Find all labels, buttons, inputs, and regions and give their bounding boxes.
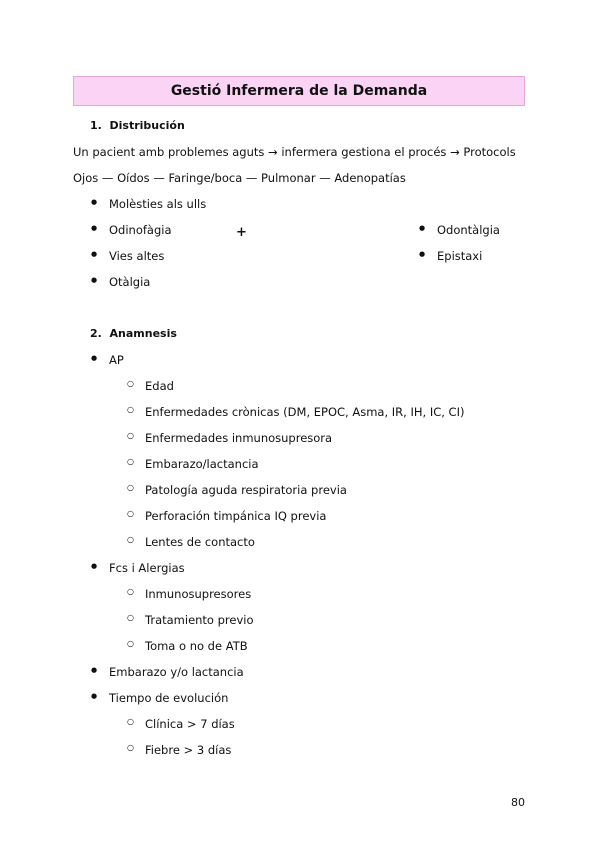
list-item: ● Odontàlgia <box>437 223 500 237</box>
section-2-heading <box>90 327 177 340</box>
list-item-embarazo: ● Embarazo y/o lactancia <box>109 665 244 679</box>
page-title <box>73 76 525 106</box>
sub-item: ○ Fiebre > 3 días <box>145 743 231 757</box>
list-item: ● Molèsties als ulls <box>109 197 206 211</box>
section-1-categories: Ojos — Oídos — Faringe/boca — Pulmonar — Adenopatías <box>73 171 406 185</box>
page-title-text: Gestió Infermera de la Demanda <box>170 83 428 99</box>
sub-item: ○ Embarazo/lactancia <box>145 457 259 471</box>
sub-item: ○ Toma o no de ATB <box>145 639 248 653</box>
section-2-title: Anamnesis <box>109 327 177 340</box>
section-2-number: 2. <box>90 327 102 340</box>
plus-sign: + <box>236 225 247 240</box>
sub-item: ○ Enfermedades crònicas (DM, EPOC, Asma, IR, IH, IC, CI) <box>145 405 464 419</box>
sub-item: ○ Inmunosupresores <box>145 587 251 601</box>
sub-item: ○ Lentes de contacto <box>145 535 255 549</box>
section-1-intro: Un pacient amb problemes aguts → infermera gestiona el procés → Protocols <box>73 145 516 159</box>
section-1-heading <box>90 119 185 132</box>
list-item-ap: ● AP <box>109 353 124 367</box>
section-1-number: 1. <box>90 119 102 132</box>
list-item-fcs: ● Fcs i Alergias <box>109 561 185 575</box>
sub-item: ○ Enfermedades inmunosupresora <box>145 431 332 445</box>
list-item: ● Vies altes <box>109 249 164 263</box>
section-1-title: Distribución <box>109 119 185 132</box>
sub-item: ○ Tratamiento previo <box>145 613 254 627</box>
sub-item: ○ Edad <box>145 379 174 393</box>
sub-item: ○ Clínica > 7 días <box>145 717 235 731</box>
page-number: 80 <box>511 796 525 809</box>
list-item: ● Otàlgia <box>109 275 150 289</box>
list-item: ● Epistaxi <box>437 249 482 263</box>
list-item: ● Odinofàgia <box>109 223 172 237</box>
list-item-tiempo: ● Tiempo de evolución <box>109 691 228 705</box>
sub-item: ○ Patología aguda respiratoria previa <box>145 483 347 497</box>
sub-item: ○ Perforación timpánica IQ previa <box>145 509 326 523</box>
